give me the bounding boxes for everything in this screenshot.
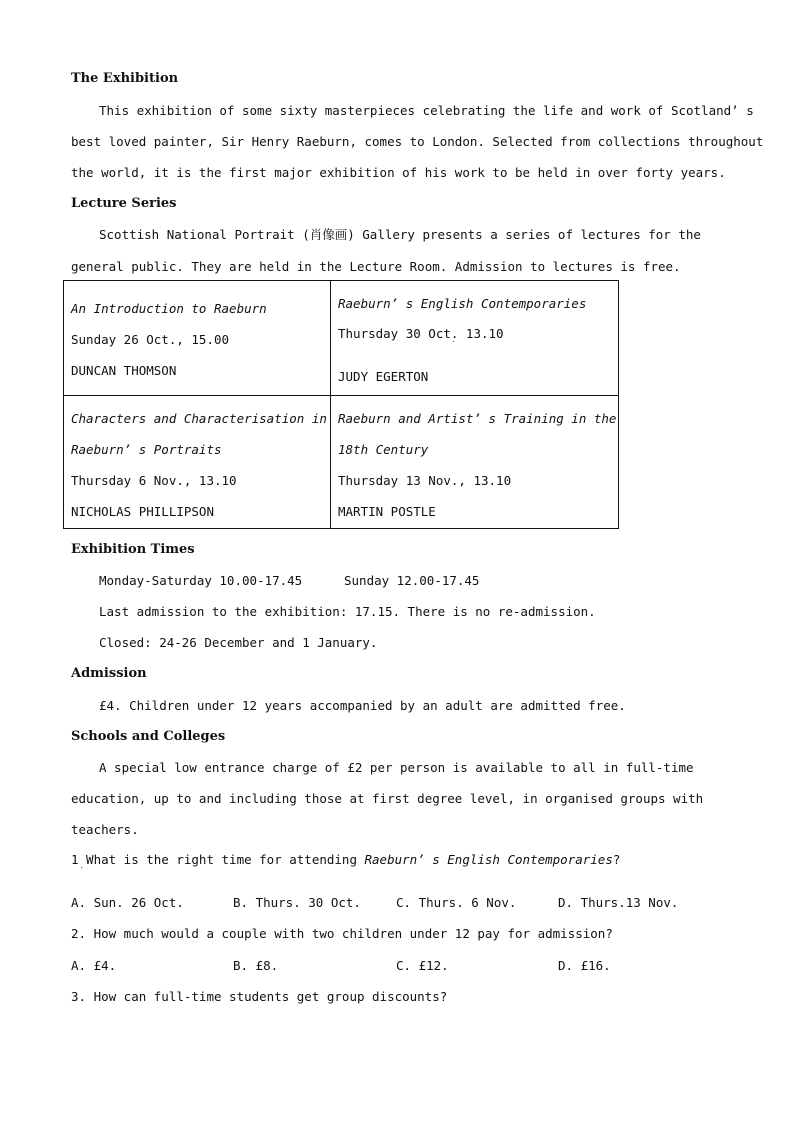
lecture-1-title: An Introduction to Raeburn [71, 301, 267, 316]
exhibition-heading: The Exhibition [71, 71, 179, 86]
schools-line-2: education, up to and including those at first degree level, in organised groups with [71, 791, 704, 806]
lecture-2-speaker: JUDY EGERTON [338, 369, 429, 384]
question-1-option-d: D. Thurs.13 Nov. [558, 895, 679, 910]
question-1-option-c: C. Thurs. 6 Nov. [396, 895, 517, 910]
schools-line-1: A special low entrance charge of £2 per person is available to all in full-time [99, 760, 694, 775]
question-2-option-a: A. £4. [71, 958, 117, 973]
exhibition-line-3: the world, it is the first major exhibition of his work to be held in over forty years. [71, 165, 726, 180]
exhibition-line-1: This exhibition of some sixty masterpieces celebrating the life and work of Scotland’ s [99, 103, 754, 118]
times-sunday: Sunday 12.00-17.45 [344, 573, 480, 588]
lecture-3-title-line-2: Raeburn’ s Portraits [71, 442, 222, 457]
question-1-option-b: B. Thurs. 30 Oct. [233, 895, 361, 910]
question-1-option-a: A. Sun. 26 Oct. [71, 895, 184, 910]
lecture-1-speaker: DUNCAN THOMSON [71, 363, 177, 378]
lecture-3-time: Thursday 6 Nov., 13.10 [71, 473, 237, 488]
table-divider-vertical [330, 280, 331, 529]
question-2: 2. How much would a couple with two children under 12 pay for admission? [71, 926, 613, 941]
lecture-2-time: Thursday 30 Oct. 13.10 [338, 326, 504, 341]
lecture-heading: Lecture Series [71, 196, 177, 211]
question-1-italic: Raeburn’ s English Contemporaries [364, 852, 613, 867]
lecture-4-title-line-1: Raeburn and Artist’ s Training in the [338, 411, 617, 426]
stray-mark: ˙ [451, 341, 457, 351]
lecture-4-speaker: MARTIN POSTLE [338, 504, 436, 519]
lecture-2-title: Raeburn’ s English Contemporaries [338, 296, 587, 311]
times-closed: Closed: 24-26 December and 1 January. [99, 635, 378, 650]
schools-line-3: teachers. [71, 822, 139, 837]
table-divider-horizontal [63, 395, 619, 396]
question-1-text: 1 What is the right time for attending [71, 852, 365, 867]
times-last-admission: Last admission to the exhibition: 17.15. There is no re-admission. [99, 604, 596, 619]
admission-heading: Admission [71, 666, 147, 681]
admission-text: £4. Children under 12 years accompanied by an adult are admitted free. [99, 698, 626, 713]
times-heading: Exhibition Times [71, 542, 195, 557]
lecture-table [63, 280, 619, 529]
lecture-4-time: Thursday 13 Nov., 13.10 [338, 473, 512, 488]
stray-mark-2: ˙ [79, 867, 85, 877]
lecture-3-title-line-1: Characters and Characterisation in [71, 411, 327, 426]
question-1-suffix: ? [612, 852, 621, 867]
exhibition-line-2: best loved painter, Sir Henry Raeburn, comes to London. Selected from collections throughout [71, 134, 764, 149]
question-2-option-b: B. £8. [233, 958, 279, 973]
question-2-option-d: D. £16. [558, 958, 611, 973]
lecture-4-title-line-2: 18th Century [338, 442, 429, 457]
lecture-3-speaker: NICHOLAS PHILLIPSON [71, 504, 214, 519]
lecture-line-2: general public. They are held in the Lecture Room. Admission to lectures is free. [71, 259, 681, 274]
schools-heading: Schools and Colleges [71, 729, 226, 744]
question-1 [71, 852, 620, 867]
lecture-1-time: Sunday 26 Oct., 15.00 [71, 332, 230, 347]
question-2-option-c: C. £12. [396, 958, 449, 973]
times-weekday: Monday-Saturday 10.00-17.45 [99, 573, 303, 588]
lecture-line-1: Scottish National Portrait (肖像画) Gallery presents a series of lectures for the [99, 227, 701, 242]
question-3: 3. How can full-time students get group discounts? [71, 989, 448, 1004]
